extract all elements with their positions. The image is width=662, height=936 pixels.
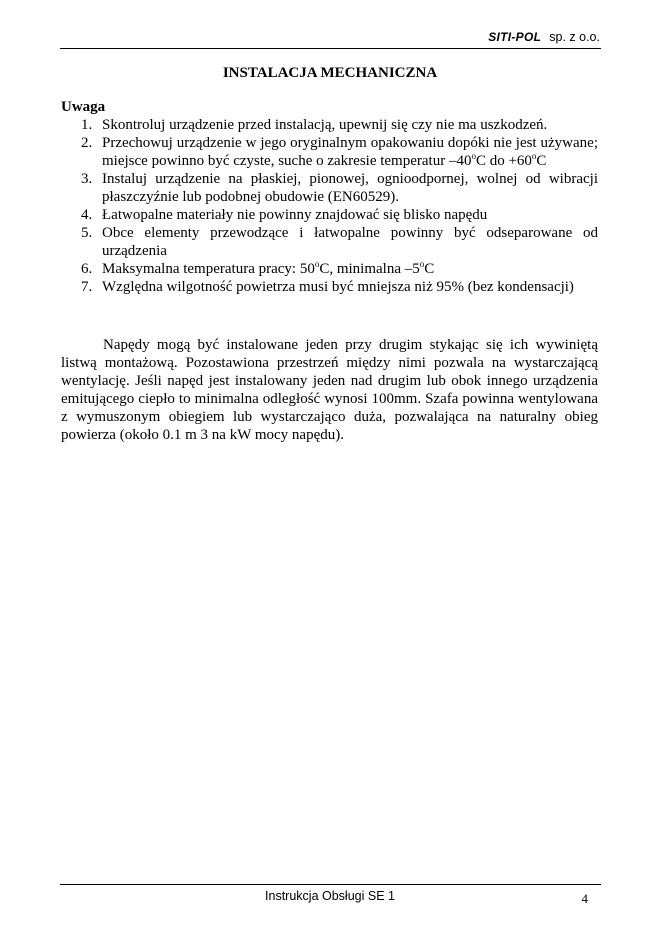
- list-number: 2.: [81, 135, 93, 151]
- page-number: 4: [581, 891, 588, 906]
- list-text: C do +60: [475, 153, 532, 169]
- list-text: Obce elementy przewodzące i łatwopalne powinny być odseparowane od urządzenia: [102, 225, 598, 259]
- list-number: 6.: [81, 261, 93, 277]
- list-text: Instaluj urządzenie na płaskiej, pionowej, ognioodpornej, wolnej od wibracji płaszczyźnie lub podobnej obudowie (EN60529).: [102, 171, 598, 205]
- company-brand: SITI-POL: [488, 30, 542, 44]
- list-number: 7.: [81, 279, 93, 295]
- list-item: [61, 260, 598, 278]
- body-paragraph: Napędy mogą być instalowane jeden przy drugim stykając się ich wywiniętą listwą montażową. Pozostawiona przestrzeń między nimi pozwala na wystarczającą wentylację. Jeśli napęd jest instalowany jeden nad drugim lub obok innego urządzenia emitującego ciepło to minimalna odległość wynosi 100mm. Szafa powinna wentylowana z wymuszonym obiegiem lub wystarczająco duża, pozwalająca na naturalny obieg powierza (około 0.1 m 3 na kW mocy napędu).: [61, 337, 598, 443]
- company-suffix: sp. z o.o.: [549, 30, 600, 44]
- footer-title: Instrukcja Obsługi SE 1: [265, 889, 395, 903]
- list-item: [61, 206, 598, 224]
- note-heading: Uwaga: [61, 99, 106, 115]
- rules-list: [61, 116, 598, 296]
- header-divider: [60, 48, 601, 49]
- list-number: 5.: [81, 225, 93, 241]
- degree-sup: o: [531, 151, 537, 161]
- degree-sup: o: [471, 151, 476, 161]
- list-text: Względna wilgotność powietrza musi być mniejsza niż 95% (bez kondensacji): [102, 279, 574, 295]
- list-text: Maksymalna temperatura pracy: 50: [102, 261, 315, 277]
- degree-sup: o: [419, 259, 425, 269]
- list-number: 4.: [81, 207, 93, 223]
- list-text: C, minimalna –5: [319, 261, 420, 277]
- list-item: [61, 278, 598, 296]
- list-item: [61, 134, 598, 170]
- page-title: INSTALACJA MECHANICZNA: [222, 65, 438, 81]
- list-text: C: [424, 261, 435, 277]
- list-text: Przechowuj urządzenie w jego oryginalnym opakowaniu dopóki nie jest używane; miejsce powinno być czyste, suche o zakresie temperatur –40: [102, 135, 598, 169]
- document-body: [61, 98, 598, 459]
- list-text: Łatwopalne materiały nie powinny znajdować się blisko napędu: [102, 207, 488, 223]
- list-number: 3.: [81, 171, 93, 187]
- page-header: [60, 30, 600, 48]
- list-item: [61, 170, 598, 206]
- list-text: Skontroluj urządzenie przed instalacją, upewnij się czy nie ma uszkodzeń.: [102, 117, 548, 133]
- list-text: C: [536, 153, 547, 169]
- list-item: [61, 224, 598, 260]
- degree-sup: o: [314, 259, 320, 269]
- list-number: 1.: [81, 117, 93, 133]
- list-item: [61, 116, 598, 134]
- footer-divider: [60, 884, 601, 885]
